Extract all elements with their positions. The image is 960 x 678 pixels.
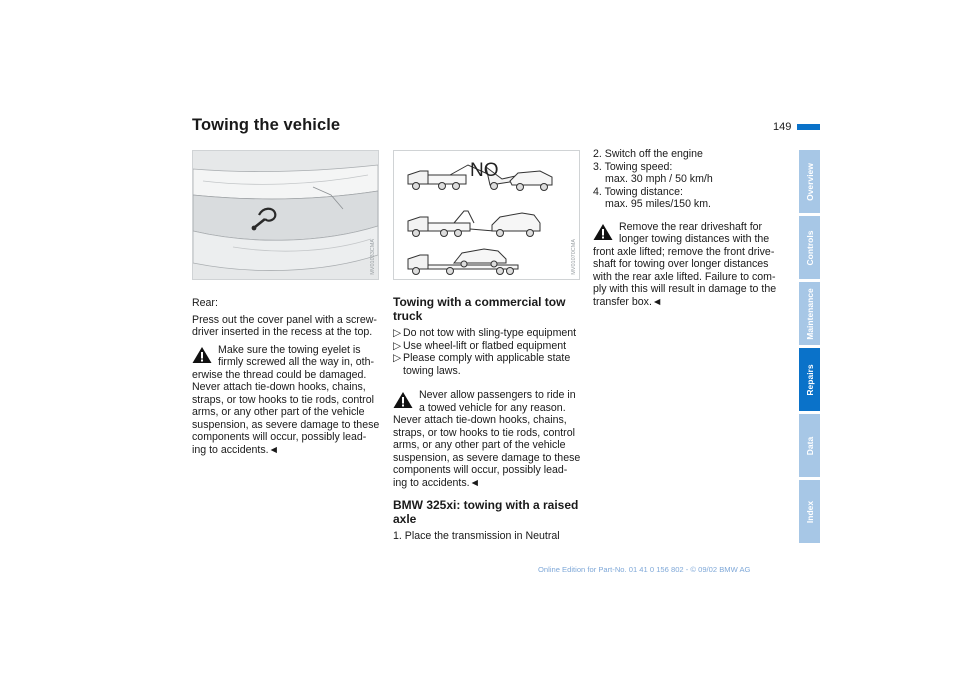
warning-driveshaft xyxy=(593,221,788,309)
heading-line: truck xyxy=(393,309,423,323)
column-2 xyxy=(393,295,588,543)
rear-instruction-line-1: Press out the cover panel with a screw- xyxy=(192,313,377,326)
bullet-marker: ▷ xyxy=(393,352,402,364)
bullet-marker: ▷ xyxy=(393,327,402,339)
tab-label: Repairs xyxy=(804,363,815,396)
warning-line: firmly screwed all the way in, oth- xyxy=(218,356,375,368)
step-4: 4. Towing distance: xyxy=(593,185,683,198)
rear-eyelet-image xyxy=(192,150,379,280)
column-1 xyxy=(192,297,382,456)
warning-line: erwise the thread could be damaged. xyxy=(192,368,367,381)
warning-line: a towed vehicle for any reason. xyxy=(419,401,566,414)
warning-passengers xyxy=(393,389,588,489)
page-number: 149 xyxy=(773,121,792,133)
warning-eyelet xyxy=(192,344,382,457)
footer-edition-note: Online Edition for Part-No. 01 41 0 156 802 - © 09/02 BMW AG xyxy=(538,565,751,574)
warning-line: transfer box.◄ xyxy=(593,295,663,308)
tow-bullet-list xyxy=(393,327,588,377)
warning-line: components will occur, possibly lead- xyxy=(393,464,568,476)
image-code: MV01070CMA xyxy=(571,239,577,275)
warning-line: Never attach tie-down hooks, chains, xyxy=(393,414,567,426)
warning-line: with the rear axle lifted. Failure to com- xyxy=(593,270,776,283)
warning-line: suspension, as severe damage to these xyxy=(192,418,380,431)
warning-icon xyxy=(192,346,212,364)
tab-overview[interactable] xyxy=(799,150,820,213)
step-3: 3. Towing speed: xyxy=(593,160,673,173)
section-heading-commercial-tow xyxy=(393,295,588,323)
warning-line: front axle lifted; remove the front drive- xyxy=(593,245,775,258)
page-title: Towing the vehicle xyxy=(192,116,341,134)
tab-controls[interactable] xyxy=(799,216,820,279)
tab-label: Overview xyxy=(804,162,815,201)
list-item-text: Do not tow with sling-type equipment xyxy=(403,327,577,339)
warning-line: components will occur, possibly lead- xyxy=(192,431,367,443)
column-3 xyxy=(593,148,788,308)
warning-line: shaft for towing over longer distances xyxy=(593,258,769,270)
warning-line: ply with this will result in damage to the xyxy=(593,283,777,295)
warning-line: straps, or tow hooks to tie rods, control xyxy=(393,426,575,439)
tow-truck-image xyxy=(393,150,580,280)
heading-line: BMW 325xi: towing with a raised xyxy=(393,498,579,512)
list-item xyxy=(393,327,588,340)
warning-line: arms, or any other part of the vehicle xyxy=(192,406,365,418)
step-1: 1. Place the transmission in Neutral xyxy=(393,530,560,542)
tab-index[interactable] xyxy=(799,480,820,543)
step-4-value: max. 95 miles/150 km. xyxy=(605,198,711,210)
image-code: MV01033CMA xyxy=(370,239,376,275)
warning-line: Make sure the towing eyelet is xyxy=(218,343,361,356)
tab-label: Controls xyxy=(804,230,815,265)
heading-line: Towing with a commercial tow xyxy=(393,295,566,309)
tab-label: Data xyxy=(804,436,815,455)
list-item xyxy=(393,340,588,353)
no-label: NO xyxy=(470,160,499,181)
list-item-text: Please comply with applicable state xyxy=(403,352,571,364)
rear-label: Rear: xyxy=(192,297,218,309)
heading-line: axle xyxy=(393,512,417,526)
warning-line: ing to accidents.◄ xyxy=(192,443,280,456)
warning-line: arms, or any other part of the vehicle xyxy=(393,439,566,451)
list-item-text: Use wheel-lift or flatbed equipment xyxy=(403,339,567,352)
warning-line: Remove the rear driveshaft for xyxy=(619,220,763,233)
step-3-value: max. 30 mph / 50 km/h xyxy=(605,173,713,185)
warning-line: ing to accidents.◄ xyxy=(393,476,481,489)
rear-instruction-line-2: driver inserted in the recess at the top. xyxy=(192,326,373,338)
section-heading-325xi xyxy=(393,498,588,526)
bullet-marker: ▷ xyxy=(393,339,402,352)
warning-line: Never allow passengers to ride in xyxy=(419,389,576,401)
step-2: 2. Switch off the engine xyxy=(593,148,703,160)
page-marker-bar xyxy=(797,124,820,130)
list-item-text: towing laws. xyxy=(403,364,461,377)
list-item xyxy=(393,352,588,365)
warning-line: straps, or tow hooks to tie rods, control xyxy=(192,393,374,406)
tab-maintenance[interactable] xyxy=(799,282,820,345)
tab-label: Maintenance xyxy=(804,287,815,340)
warning-line: Never attach tie-down hooks, chains, xyxy=(192,381,366,393)
warning-icon xyxy=(393,391,413,409)
tab-repairs[interactable] xyxy=(799,348,820,411)
list-item-continuation xyxy=(393,365,588,378)
warning-icon xyxy=(593,223,613,241)
warning-line: longer towing distances with the xyxy=(619,233,770,245)
tab-data[interactable] xyxy=(799,414,820,477)
rear-bumper-illustration xyxy=(193,151,378,279)
warning-line: suspension, as severe damage to these xyxy=(393,451,581,464)
tab-label: Index xyxy=(804,500,815,523)
